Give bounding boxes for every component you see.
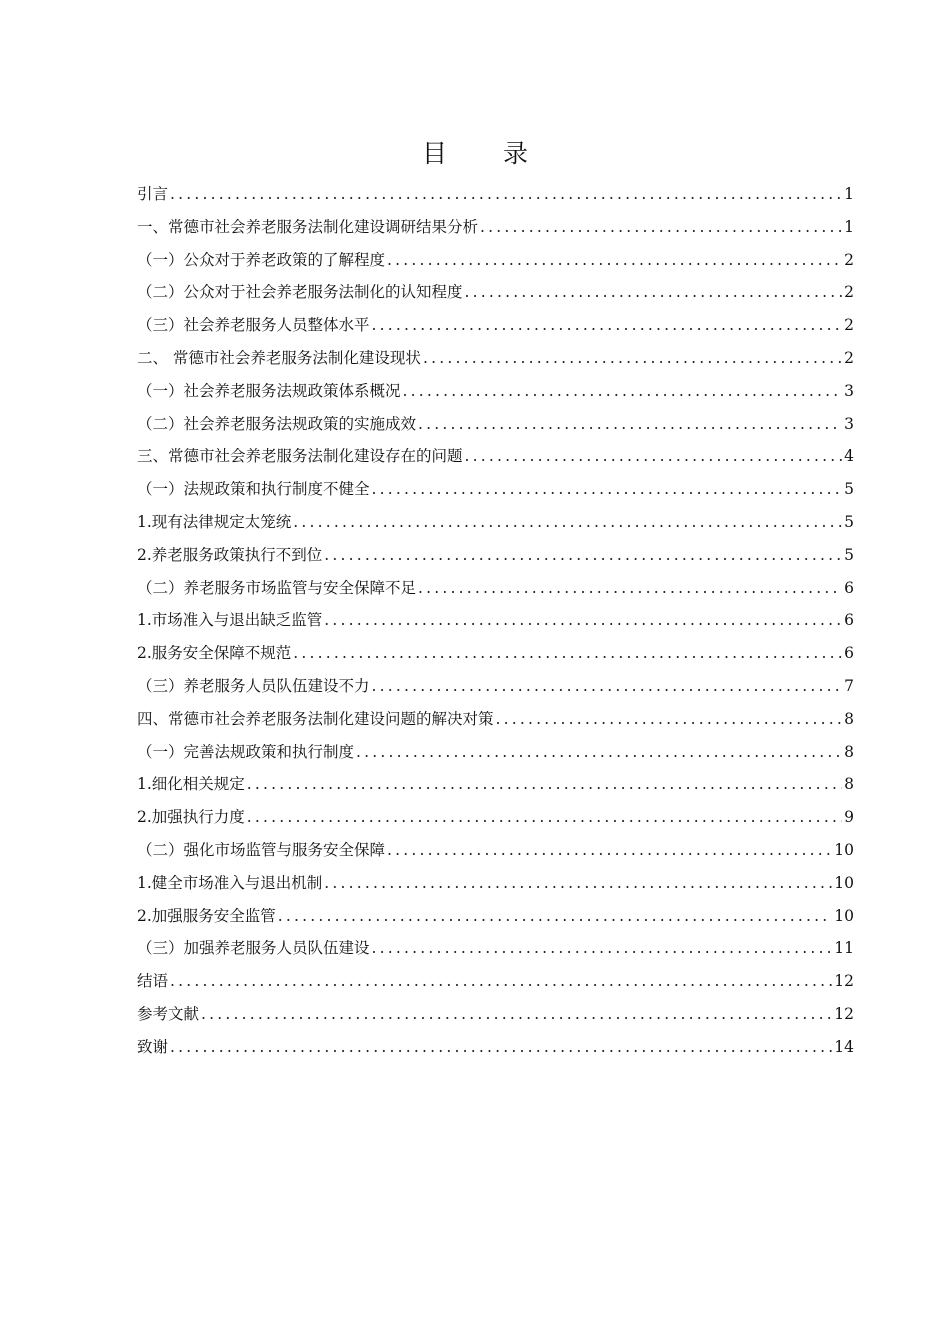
- toc-leader-dots: [201, 998, 832, 1031]
- toc-page-number: 8: [844, 775, 854, 794]
- toc-entry-label: 致谢: [137, 1037, 169, 1056]
- toc-page-number: 5: [844, 545, 854, 564]
- toc-leader-dots: [387, 244, 842, 277]
- toc-leader-dots: [372, 932, 833, 965]
- toc-entry[interactable]: [137, 867, 854, 900]
- toc-entry-label: 参考文献: [137, 1004, 200, 1023]
- toc-leader-dots: [465, 440, 843, 473]
- toc-entry[interactable]: [137, 342, 854, 375]
- toc-entry[interactable]: [137, 1031, 854, 1064]
- toc-entry-label: 1.现有法律规定太笼统: [137, 512, 292, 531]
- toc-entry-label: （三）加强养老服务人员队伍建设: [137, 939, 370, 958]
- toc-entry[interactable]: [137, 440, 854, 473]
- toc-entry[interactable]: [137, 375, 854, 408]
- toc-leader-dots: [247, 801, 842, 834]
- toc-page-number: 2: [844, 316, 854, 335]
- toc-entry-label: （一）法规政策和执行制度不健全: [137, 480, 370, 499]
- toc-entry-label: （一）完善法规政策和执行制度: [137, 742, 355, 761]
- toc-leader-dots: [418, 408, 842, 441]
- toc-entry-label: 三、常德市社会养老服务法制化建设存在的问题: [137, 447, 463, 466]
- toc-entry-label: 四、常德市社会养老服务法制化建设问题的解决对策: [137, 709, 494, 728]
- toc-leader-dots: [465, 276, 843, 309]
- toc-entry[interactable]: [137, 768, 854, 801]
- toc-entry[interactable]: [137, 670, 854, 703]
- toc-page-number: 2: [844, 250, 854, 269]
- toc-leader-dots: [356, 736, 842, 769]
- toc-page-number: 6: [844, 644, 854, 663]
- toc-entry[interactable]: [137, 506, 854, 539]
- toc-entry[interactable]: [137, 932, 854, 965]
- toc-page-number: 6: [844, 578, 854, 597]
- toc-entry[interactable]: [137, 309, 854, 342]
- toc-page-number: 7: [844, 676, 854, 695]
- toc-entry-label: 2.服务安全保障不规范: [137, 644, 292, 663]
- toc-entry-label: 2.加强执行力度: [137, 808, 245, 827]
- toc-entry-label: （三）社会养老服务人员整体水平: [137, 316, 370, 335]
- toc-entry-label: （二）强化市场监管与服务安全保障: [137, 840, 386, 859]
- toc-entry-label: 一、常德市社会养老服务法制化建设调研结果分析: [137, 217, 479, 236]
- toc-entry[interactable]: [137, 604, 854, 637]
- toc-leader-dots: [496, 703, 843, 736]
- toc-leader-dots: [372, 309, 843, 342]
- toc-page-number: 2: [844, 283, 854, 302]
- toc-entry[interactable]: [137, 539, 854, 572]
- toc-page-number: 12: [834, 972, 854, 991]
- toc-page-number: 1: [844, 185, 854, 203]
- toc-entry[interactable]: [137, 473, 854, 506]
- toc-leader-dots: [247, 768, 842, 801]
- toc-entry[interactable]: [137, 801, 854, 834]
- toc-leader-dots: [324, 867, 832, 900]
- toc-page-number: 12: [834, 1004, 854, 1023]
- toc-leader-dots: [387, 834, 832, 867]
- toc-entry[interactable]: [137, 736, 854, 769]
- toc-entry[interactable]: [137, 572, 854, 605]
- toc-page-number: 10: [834, 906, 854, 925]
- toc-leader-dots: [170, 965, 832, 998]
- toc-page-number: 10: [834, 873, 854, 892]
- toc-entry-label: 1.健全市场准入与退出机制: [137, 873, 323, 892]
- toc-page-number: 3: [844, 381, 854, 400]
- toc-page-number: 8: [844, 742, 854, 761]
- toc-page-number: 3: [844, 414, 854, 433]
- toc-page-number: 8: [844, 709, 854, 728]
- toc-page-number: 5: [844, 512, 854, 531]
- toc-entry[interactable]: [137, 998, 854, 1031]
- toc-page-number: 4: [844, 447, 854, 466]
- toc-entry[interactable]: [137, 637, 854, 670]
- toc-leader-dots: [324, 539, 842, 572]
- toc-page-number: 14: [834, 1037, 854, 1056]
- toc-leader-dots: [278, 900, 832, 933]
- toc-entry-label: 引言: [137, 185, 169, 203]
- toc-list: [137, 178, 854, 1064]
- toc-entry[interactable]: [137, 211, 854, 244]
- toc-page-number: 5: [844, 480, 854, 499]
- toc-page-number: 1: [844, 217, 854, 236]
- toc-page-number: 10: [834, 840, 854, 859]
- toc-leader-dots: [418, 572, 842, 605]
- toc-entry-label: （一）公众对于养老政策的了解程度: [137, 250, 386, 269]
- toc-entry-label: （二）养老服务市场监管与安全保障不足: [137, 578, 417, 597]
- toc-leader-dots: [293, 506, 842, 539]
- toc-entry[interactable]: [137, 408, 854, 441]
- toc-leader-dots: [324, 604, 842, 637]
- toc-leader-dots: [170, 178, 842, 211]
- toc-entry[interactable]: [137, 276, 854, 309]
- toc-entry-label: 2.加强服务安全监管: [137, 906, 276, 925]
- toc-leader-dots: [423, 342, 842, 375]
- toc-entry[interactable]: [137, 703, 854, 736]
- toc-entry[interactable]: [137, 244, 854, 277]
- toc-entry-label: 二、 常德市社会养老服务法制化建设现状: [137, 348, 421, 367]
- toc-title: 目 录: [422, 139, 552, 168]
- toc-entry-label: 1.细化相关规定: [137, 775, 245, 794]
- toc-leader-dots: [403, 375, 843, 408]
- toc-entry[interactable]: [137, 178, 854, 211]
- toc-leader-dots: [293, 637, 842, 670]
- toc-entry[interactable]: [137, 965, 854, 998]
- toc-entry-label: （一）社会养老服务法规政策体系概况: [137, 381, 401, 400]
- toc-page-number: 9: [844, 808, 854, 827]
- toc-leader-dots: [372, 473, 843, 506]
- toc-entry-label: 2.养老服务政策执行不到位: [137, 545, 323, 564]
- toc-page-number: 11: [834, 939, 854, 958]
- toc-leader-dots: [480, 211, 842, 244]
- toc-entry-label: 1.市场准入与退出缺乏监管: [137, 611, 323, 630]
- toc-entry[interactable]: [137, 834, 854, 867]
- toc-entry-label: 结语: [137, 972, 169, 991]
- toc-entry[interactable]: [137, 900, 854, 933]
- toc-page-number: 2: [844, 348, 854, 367]
- toc-leader-dots: [170, 1031, 832, 1064]
- toc-entry-label: （三）养老服务人员队伍建设不力: [137, 676, 370, 695]
- toc-page-number: 6: [844, 611, 854, 630]
- toc-entry-label: （二）公众对于社会养老服务法制化的认知程度: [137, 283, 463, 302]
- toc-leader-dots: [372, 670, 843, 703]
- toc-entry-label: （二）社会养老服务法规政策的实施成效: [137, 414, 417, 433]
